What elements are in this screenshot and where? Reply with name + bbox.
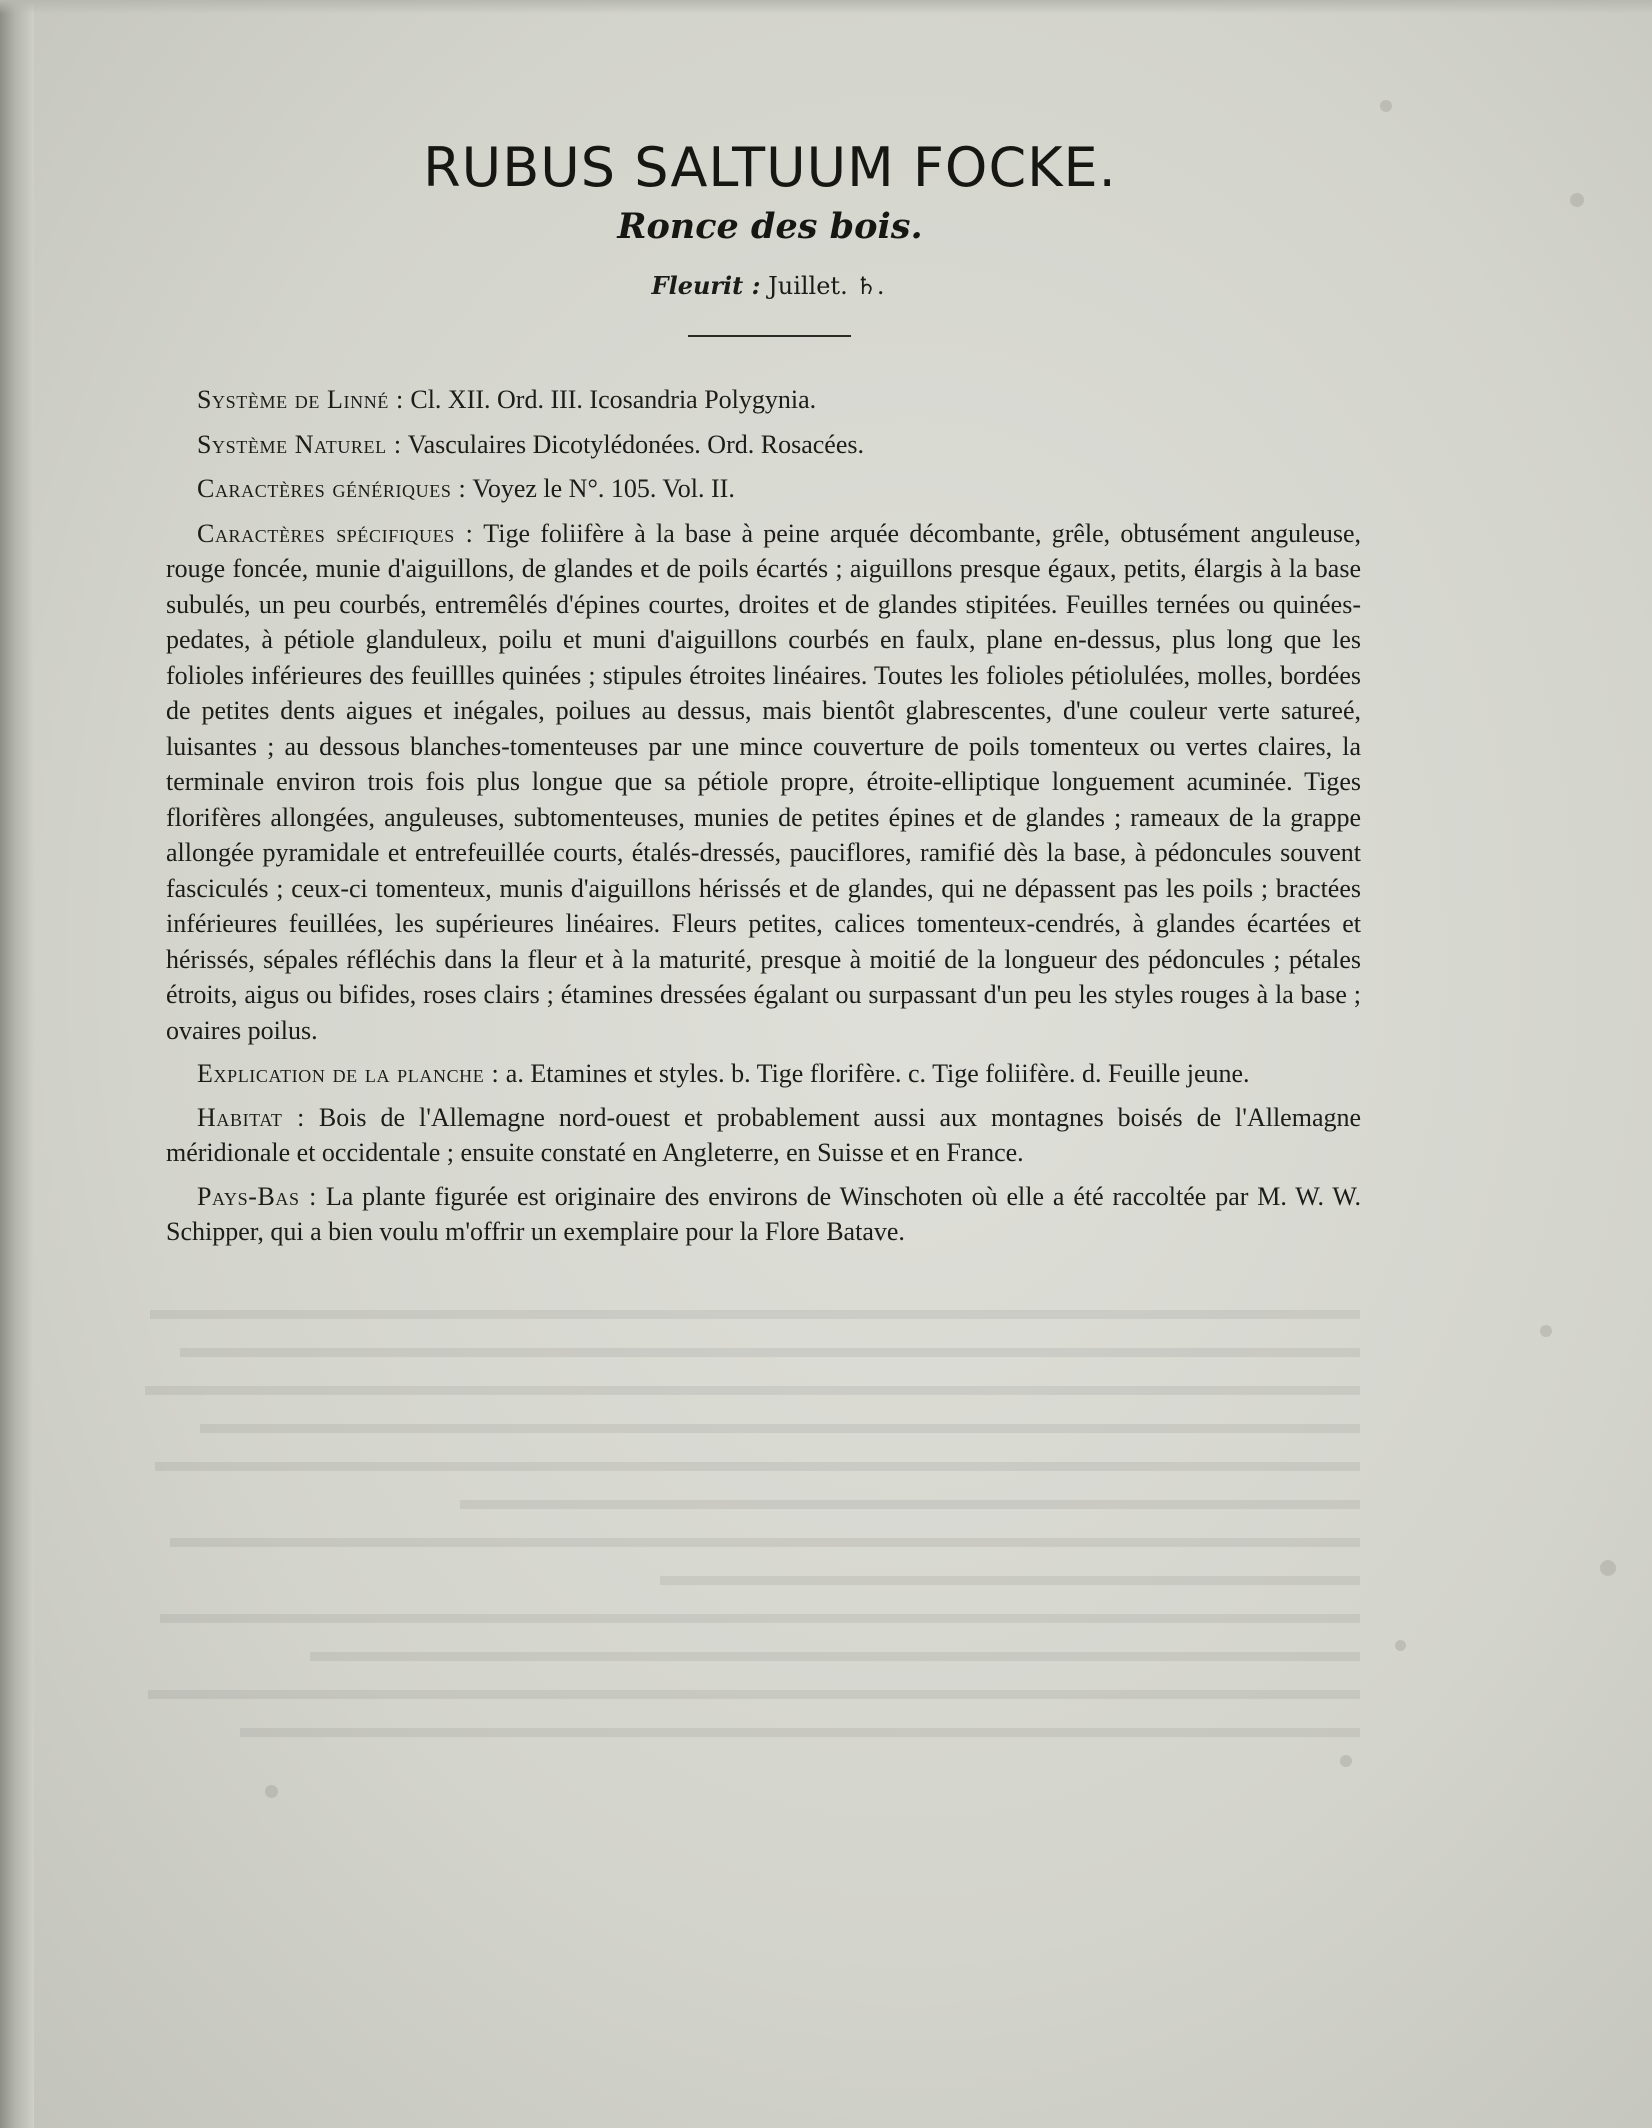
bleed-line (200, 1424, 1360, 1433)
paper-speck (1570, 193, 1584, 207)
bleed-line (160, 1614, 1360, 1623)
bleed-line (150, 1310, 1360, 1319)
paper-speck (1380, 100, 1392, 112)
description-body (166, 382, 1361, 1258)
specific-characters-section (166, 516, 1361, 1049)
bleed-through-texture (130, 1300, 1360, 1740)
paper-speck (1540, 1325, 1552, 1337)
paper-speck (1340, 1755, 1352, 1767)
generic-characters-section (166, 471, 1361, 507)
natural-system-section (166, 427, 1361, 463)
flowering-line (0, 271, 1536, 300)
bleed-line (460, 1500, 1360, 1509)
page-binding-edge (0, 0, 34, 2128)
bleed-line (310, 1652, 1360, 1661)
bleed-line (180, 1348, 1360, 1357)
section-label: Système Naturel : (197, 429, 402, 459)
bleed-line (155, 1462, 1360, 1471)
title-divider (688, 335, 851, 337)
flowering-value: Juillet. ♄. (768, 272, 885, 300)
section-text: Cl. XII. Ord. III. Icosandria Polygynia. (410, 385, 817, 414)
habitat-section (166, 1100, 1361, 1171)
common-name: Ronce des bois. (617, 206, 923, 247)
section-text: Tige foliifère à la base à peine arquée décombante, grêle, obtusément anguleuse, rouge foncée, munie d'aiguillons, de glandes et de poils écartés ; aiguillons presque égaux, petits, élargis à la base subulés, un peu courbés, entremêlés d'épines courtes, droites et de glandes stipitées. Feuilles ternées ou quinées-pedates, à pétiole glanduleux, poilu et muni d'aiguillons courbés en faulx, plane en-dessus, plus long que les folioles inférieures des feuillles quinées ; stipules étroites linéaires. Toutes les folioles pétiolulées, molles, bordées de petites dents aigues et inégales, poilues au dessus, mais bientôt glabrescentes, d'une couleur verte satureé, luisantes ; au dessous blanches-tomenteuses par une mince couverture de poils tomenteux ou vertes claires, la terminale environ trois fois plus longue que sa pétiole propre, étroite-elliptique longuement acuminée. Tiges florifères allongées, anguleuses, subtomenteuses, munies de petites épines et de glandes ; rameaux de la grappe allongée pyramidale et entrefeuillée courts, étalés-dressés, pauciflores, ramifié dès la base, à pédoncules souvent fasciculés ; ceux-ci tomenteux, munis d'aiguillons hérissés et de glandes, qui ne dépassent pas les poils ; bractées inférieures feuillées, les supérieures linéaires. Fleurs petites, calices tomenteux-cendrés, à glandes écartées et hérissés, sépales réfléchis dans la fleur et à la maturité, presque à moitié de la longueur des pédoncules ; pétales étroits, aigus ou bifides, roses clairs ; étamines dressées égalant ou surpassant d'un peu les styles rouges à la base ; ovaires poilus. (166, 518, 1361, 1045)
bleed-line (170, 1538, 1360, 1547)
section-label: Pays-Bas : (197, 1181, 317, 1211)
page-title: RUBUS SALTUUM FOCKE. (423, 136, 1117, 199)
section-text: a. Etamines et styles. b. Tige florifère. c. Tige foliifère. d. Feuille jeune. (505, 1059, 1250, 1088)
plate-explanation-section (166, 1056, 1361, 1092)
bleed-line (145, 1386, 1360, 1395)
flowering-label: Fleurit : (651, 271, 761, 300)
section-label: Système de Linné : (197, 385, 404, 414)
linnaean-system-section (166, 382, 1361, 418)
paper-speck (1600, 1560, 1616, 1576)
section-text: Voyez le N°. 105. Vol. II. (472, 474, 735, 503)
bleed-line (148, 1690, 1360, 1699)
netherlands-section (166, 1179, 1361, 1250)
bleed-line (240, 1728, 1360, 1737)
page-top-edge (0, 0, 1652, 14)
section-label: Caractères génériques : (197, 474, 467, 503)
bleed-line (660, 1576, 1360, 1585)
paper-speck (1395, 1640, 1406, 1651)
section-label: Caractères spécifiques : (197, 518, 474, 548)
section-label: Explication de la planche : (197, 1059, 500, 1088)
paper-speck (265, 1785, 278, 1798)
section-label: Habitat : (197, 1102, 305, 1132)
section-text: Vasculaires Dicotylédonées. Ord. Rosacées. (407, 429, 864, 459)
section-text: La plante figurée est originaire des environs de Winschoten où elle a été raccoltée par M. W. W. Schipper, qui a bien voulu m'offrir un exemplaire pour la Flore Batave. (166, 1181, 1362, 1246)
section-text: Bois de l'Allemagne nord-ouest et probablement aussi aux montagnes boisés de l'Allemagne méridionale et occidentale ; ensuite constaté en Angleterre, en Suisse et en France. (166, 1102, 1362, 1167)
